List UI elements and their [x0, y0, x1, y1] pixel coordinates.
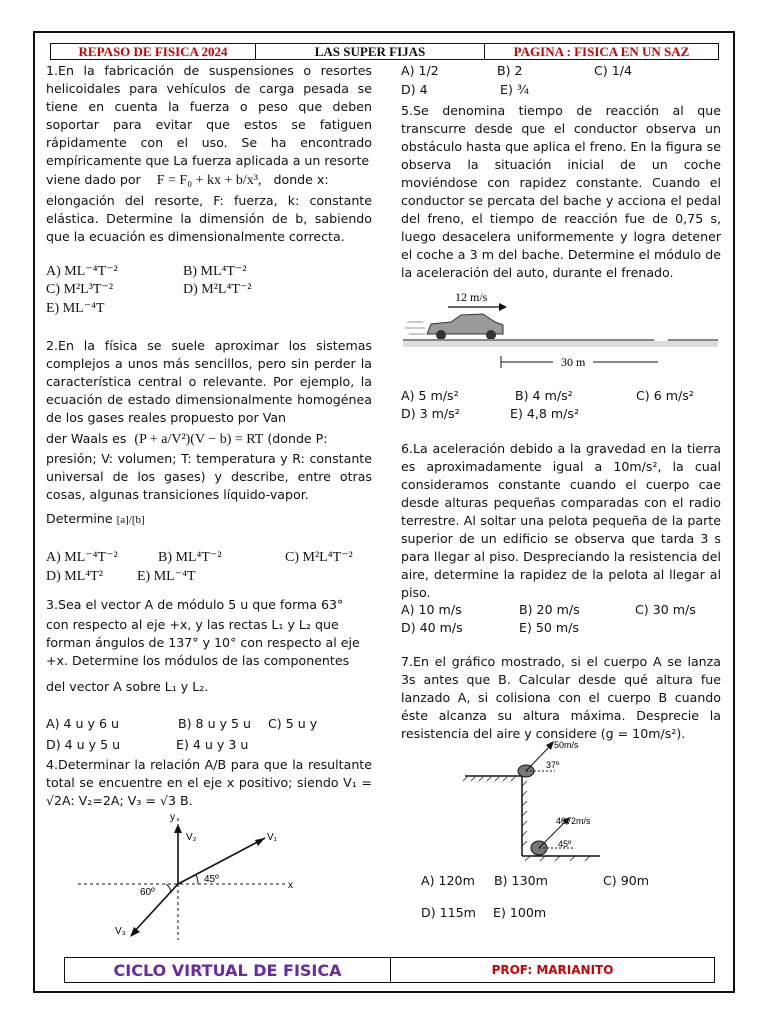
q5-text: 5.Se denomina tiempo de reacción al que transcurre desde que el conductor observa un obstáculo hasta que aplica el freno. En la figura se observa la situación inicial de un coche moviéndose con rapidez constante. Cuando el conductor se percata del bache y acciona el pedal del freno, el tiempo de reacción fue de 0,75 s, luego desacelera uniformemente y logra detener el coche a 3 m del bache. Determine el módulo de la aceleración del auto, durante el frenado.: [401, 103, 721, 280]
speed-label: 12 m/s: [455, 290, 488, 304]
road-surface: [403, 341, 718, 347]
q2-ratio: [a]/[b]: [116, 514, 145, 526]
q1-formula: F = F₀ + kx + b/x³,: [156, 173, 262, 188]
q7-option-a[interactable]: A) 120m: [421, 873, 475, 888]
vb-label: 40√2m/s: [556, 816, 591, 826]
q7-figure: [460, 736, 660, 862]
q1-option-c[interactable]: C) M²L³T⁻²: [46, 282, 114, 297]
q6-option-c[interactable]: C) 30 m/s: [635, 602, 696, 617]
q1-option-a[interactable]: A) ML⁻⁴T⁻²: [46, 264, 118, 279]
va-label: 50m/s: [554, 740, 579, 750]
q4-vector-figure: [70, 808, 370, 943]
v3-label: V₃: [115, 926, 126, 937]
v2-label: V₂: [186, 832, 197, 843]
q3-line-2: con respecto al eje +x, y las rectas L₁ y L₂ que: [46, 617, 339, 632]
q1-option-b[interactable]: B) ML⁴T⁻²: [183, 264, 247, 279]
q3-line-1: 3.Sea el vector A de módulo 5 u que forma 63°: [46, 597, 344, 612]
q7-option-b[interactable]: B) 130m: [494, 873, 548, 888]
footer-teacher: PROF: MARIANITO: [390, 957, 715, 983]
q5-option-e[interactable]: E) 4,8 m/s²: [510, 406, 580, 421]
header-title: LAS SUPER FIJAS: [255, 43, 485, 60]
q6-option-d[interactable]: D) 40 m/s: [401, 620, 463, 635]
q5-option-b[interactable]: B) 4 m/s²: [515, 388, 573, 403]
q2-option-e[interactable]: E) ML⁻⁴T: [137, 569, 196, 584]
q6-option-a[interactable]: A) 10 m/s: [401, 602, 462, 617]
q3-line-5: del vector A sobre L₁ y L₂.: [46, 679, 209, 694]
v3-arrow: [130, 927, 140, 937]
q3-line-4: +x. Determine los módulos de las componentes: [46, 653, 350, 668]
q4-option-e[interactable]: E) ¾: [500, 82, 530, 97]
x-label: x: [288, 880, 293, 891]
q5-car-figure: [403, 284, 723, 374]
header-page: PAGINA : FISICA EN UN SAZ: [484, 43, 719, 60]
ab-label: 45º: [558, 839, 572, 849]
q3-line-3: forman ángulos de 137° y 10° con respecto al eje: [46, 635, 360, 650]
q5-option-a[interactable]: A) 5 m/s²: [401, 388, 459, 403]
q3-option-d[interactable]: D) 4 u y 5 u: [46, 737, 121, 752]
q1-option-d[interactable]: D) M²L⁴T⁻²: [183, 282, 252, 297]
v1-arrow: [255, 838, 265, 846]
q5-option-c[interactable]: C) 6 m/s²: [636, 388, 694, 403]
q5-option-d[interactable]: D) 3 m/s²: [401, 406, 460, 421]
q7-option-e[interactable]: E) 100m: [493, 905, 547, 920]
motion-lines: [405, 322, 425, 334]
angle-60-label: 60º: [140, 887, 155, 898]
q6-text: 6.La aceleración debido a la gravedad en la tierra es aproximadamente igual a 10m/s², la cual consideramos constante cuando el cuerpo cae desde alturas pequeñas comparadas con el radio terrestre. Al soltar una pelota pequeña de la parte superior de un edificio se observa que tarda 3 s para llegar al piso. Despreciando la resistencia del aire, determine la rapidez de la pelota al llegar al piso.: [401, 441, 721, 600]
q4-option-b[interactable]: B) 2: [497, 63, 523, 78]
q3-option-c[interactable]: C) 5 u y: [268, 716, 318, 731]
q4-option-a[interactable]: A) 1/2: [401, 63, 439, 78]
y-label: y: [170, 812, 175, 823]
aa-label: 37º: [546, 760, 560, 770]
q2-option-d[interactable]: D) ML⁴T²: [46, 569, 103, 584]
q2-formula: (P + a/V²)(V − b) = RT: [134, 432, 264, 447]
q4-option-c[interactable]: C) 1/4: [594, 63, 632, 78]
q4-option-d[interactable]: D) 4: [401, 82, 428, 97]
q3-option-a[interactable]: A) 4 u y 6 u: [46, 716, 119, 731]
angle-45-arc: [196, 875, 198, 884]
v1-label: V₁: [267, 832, 278, 843]
q6-option-e[interactable]: E) 50 m/s: [519, 620, 579, 635]
car-wheel-rear: [436, 330, 446, 340]
q2-formula-line: der Waals es (P + a/V²)(V − b) = RT (donde P:: [46, 431, 328, 447]
q1-text-d: elongación del resorte, F: fuerza, k: constante elástica. Determine la dimensión de b, sabiendo que la ecuación es dimensionalmente correcta.: [46, 193, 372, 244]
q2-option-b[interactable]: B) ML⁴T⁻²: [158, 550, 222, 565]
q7-option-d[interactable]: D) 115m: [421, 905, 476, 920]
q2-text-d: presión; V: volumen; T: temperatura y R: constante universal de los gases) y describe, entre otras cosas, algunas transiciones líquido-vapor.: [46, 451, 372, 502]
speed-arrowhead: [499, 303, 507, 311]
q3-option-e[interactable]: E) 4 u y 3 u: [176, 737, 249, 752]
v2-arrow: [174, 824, 182, 833]
q2-determine: Determine [a]/[b]: [46, 511, 145, 526]
distance-label: 30 m: [561, 355, 586, 369]
footer-course: CICLO VIRTUAL DE FISICA: [64, 957, 391, 983]
car-wheel-front: [486, 330, 496, 340]
header-course: REPASO DE FISICA 2024: [50, 43, 256, 60]
q4-text: 4.Determinar la relación A/B para que la resultante total se encuentre en el eje x positivo; siendo V₁ = √2A: V₂=2A; V₃ = √3 B.: [46, 757, 372, 808]
q1-text-a: 1.En la fabricación de suspensiones o resortes helicoidales para vehículos de carga pesada se tiene en cuenta la fuerza o peso que deben soportar para evitar que estos se fatiguen rápidamente con el uso. Se ha encontrado empíricamente que La fuerza aplicada a un resorte: [46, 63, 372, 168]
v1-vector: [178, 838, 265, 884]
q7-option-c[interactable]: C) 90m: [603, 873, 650, 888]
q2-option-a[interactable]: A) ML⁻⁴T⁻²: [46, 550, 118, 565]
q7-text: 7.En el gráfico mostrado, si el cuerpo A se lanza 3s antes que B. Calcular desde qué altura fue lanzado A, si colisiona con el cuerpo B cuando éste alcanza su altura máxima. Desprecie la resistencia del aire y considere (g = 10m/s²).: [401, 654, 721, 741]
q3-option-b[interactable]: B) 8 u y 5 u: [178, 716, 252, 731]
q2-option-c[interactable]: C) M²L⁴T⁻²: [285, 550, 353, 565]
angle-45-label: 45º: [204, 874, 219, 885]
q6-option-b[interactable]: B) 20 m/s: [519, 602, 580, 617]
q2-text-a: 2.En la física se suele aproximar los sistemas complejos a unos más sencillos, pero sin perder la característica central o relevante. Por ejemplo, la ecuación de estado dimensionalmente homogénea de los gases reales propuesto por Van: [46, 338, 372, 425]
q1-option-e[interactable]: E) ML⁻⁴T: [46, 301, 105, 316]
q1-formula-line: viene dado por F = F₀ + kx + b/x³, donde x:: [46, 172, 329, 188]
